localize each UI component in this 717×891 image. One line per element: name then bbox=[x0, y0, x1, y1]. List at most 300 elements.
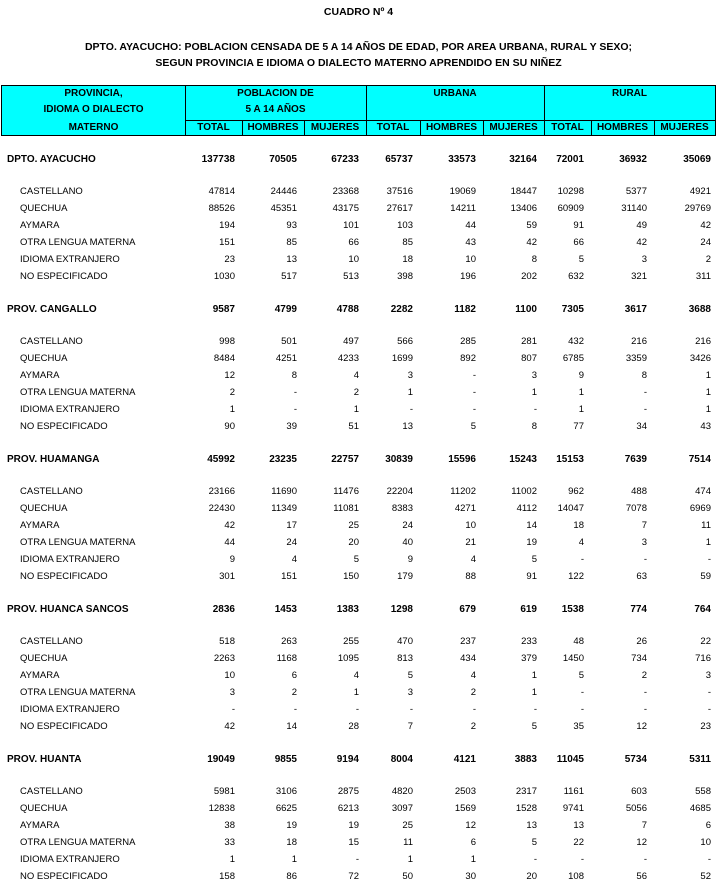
table-cell: - bbox=[355, 854, 359, 865]
group-row bbox=[0, 604, 717, 620]
table-cell: 36932 bbox=[619, 154, 647, 165]
table-cell: 23 bbox=[700, 721, 711, 732]
table-cell: 4233 bbox=[337, 353, 359, 364]
table-cell: 3359 bbox=[625, 353, 647, 364]
table-cell: 43 bbox=[465, 237, 476, 248]
table-cell: 2 bbox=[470, 687, 476, 698]
table-cell: 44 bbox=[465, 220, 476, 231]
table-cell: 19 bbox=[526, 537, 537, 548]
row-label: PROV. HUANTA bbox=[7, 754, 82, 765]
row-label: OTRA LENGUA MATERNA bbox=[20, 387, 136, 398]
table-cell: 4820 bbox=[391, 786, 413, 797]
table-row bbox=[0, 854, 717, 870]
table-cell: 2282 bbox=[390, 304, 413, 315]
table-cell: 4271 bbox=[454, 503, 476, 514]
table-cell: 22757 bbox=[331, 454, 359, 465]
table-cell: 22204 bbox=[386, 486, 413, 497]
table-cell: 3 bbox=[641, 254, 647, 265]
table-cell: 679 bbox=[459, 604, 476, 615]
table-cell: 194 bbox=[219, 220, 235, 231]
table-cell: 11202 bbox=[450, 486, 476, 497]
table-cell: 7639 bbox=[624, 454, 647, 465]
table-cell: 10 bbox=[348, 254, 359, 265]
table-cell: 28 bbox=[348, 721, 359, 732]
table-row bbox=[0, 837, 717, 853]
table-title-line-2: SEGUN PROVINCIA E IDIOMA O DIALECTO MATERNO APRENDIDO EN SU NIÑEZ bbox=[155, 57, 562, 69]
table-cell: 488 bbox=[631, 486, 647, 497]
group-row bbox=[0, 754, 717, 770]
table-cell: 19069 bbox=[449, 186, 476, 197]
table-row bbox=[0, 704, 717, 720]
row-label: CASTELLANO bbox=[20, 486, 83, 497]
table-row bbox=[0, 653, 717, 669]
table-cell: 474 bbox=[695, 486, 711, 497]
table-cell: 19049 bbox=[207, 754, 235, 765]
table-cell: 72001 bbox=[556, 154, 584, 165]
table-row bbox=[0, 503, 717, 519]
table-cell: 497 bbox=[343, 336, 359, 347]
table-cell: 2503 bbox=[454, 786, 476, 797]
group-row bbox=[0, 154, 717, 170]
table-row bbox=[0, 421, 717, 437]
table-cell: 18 bbox=[286, 837, 297, 848]
table-cell: 44 bbox=[224, 537, 235, 548]
table-cell: 158 bbox=[219, 871, 235, 882]
table-cell: 1 bbox=[531, 670, 537, 681]
table-row bbox=[0, 520, 717, 536]
table-cell: 1383 bbox=[336, 604, 359, 615]
table-title-line-1: DPTO. AYACUCHO: POBLACION CENSADA DE 5 A 14 AÑOS DE EDAD, POR AREA URBANA, RURAL Y SEXO; bbox=[84, 41, 633, 53]
header-sub-mujeres: MUJERES bbox=[660, 122, 709, 133]
table-cell: 10 bbox=[224, 670, 235, 681]
table-cell: 2836 bbox=[212, 604, 235, 615]
table-cell: 255 bbox=[343, 636, 359, 647]
row-label: CASTELLANO bbox=[20, 636, 83, 647]
table-cell: 45351 bbox=[270, 203, 297, 214]
row-label: NO ESPECIFICADO bbox=[20, 571, 108, 582]
table-cell: 137738 bbox=[201, 154, 235, 165]
table-cell: 25 bbox=[348, 520, 359, 531]
table-cell: 31140 bbox=[621, 203, 647, 214]
table-cell: 3097 bbox=[391, 803, 413, 814]
table-cell: 4788 bbox=[336, 304, 359, 315]
table-cell: 10298 bbox=[557, 186, 584, 197]
table-cell: 216 bbox=[631, 336, 647, 347]
table-cell: 8484 bbox=[213, 353, 235, 364]
table-cell: 566 bbox=[397, 336, 413, 347]
header-sub-total: TOTAL bbox=[551, 122, 584, 133]
table-cell: - bbox=[533, 854, 537, 865]
table-cell: 1538 bbox=[561, 604, 584, 615]
table-cell: 7 bbox=[641, 520, 647, 531]
table-cell: 63 bbox=[636, 571, 647, 582]
table-cell: - bbox=[580, 554, 584, 565]
table-cell: 50 bbox=[402, 871, 413, 882]
table-cell: 1450 bbox=[562, 653, 584, 664]
table-cell: 3 bbox=[531, 370, 537, 381]
table-cell: 2 bbox=[705, 254, 711, 265]
table-cell: 1 bbox=[229, 854, 235, 865]
table-cell: 11 bbox=[403, 837, 413, 848]
table-cell: 23368 bbox=[332, 186, 359, 197]
table-row bbox=[0, 387, 717, 403]
group-row bbox=[0, 304, 717, 320]
table-cell: - bbox=[293, 387, 297, 398]
table-cell: 24 bbox=[286, 537, 297, 548]
table-cell: 66 bbox=[573, 237, 584, 248]
table-cell: 49 bbox=[636, 220, 647, 231]
table-cell: - bbox=[472, 404, 476, 415]
table-cell: 6 bbox=[291, 670, 297, 681]
table-cell: 23235 bbox=[269, 454, 297, 465]
table-cell: 34 bbox=[636, 421, 647, 432]
table-cell: 25 bbox=[402, 820, 413, 831]
table-cell: 5 bbox=[578, 254, 584, 265]
table-cell: 7305 bbox=[561, 304, 584, 315]
table-cell: 14 bbox=[526, 520, 537, 531]
table-cell: 4 bbox=[291, 554, 297, 565]
table-cell: 9 bbox=[578, 370, 584, 381]
table-cell: - bbox=[707, 687, 711, 698]
table-cell: 892 bbox=[460, 353, 476, 364]
table-cell: 12 bbox=[636, 721, 647, 732]
table-cell: 1 bbox=[470, 854, 476, 865]
row-label: PROV. HUAMANGA bbox=[7, 454, 100, 465]
row-label: AYMARA bbox=[20, 370, 60, 381]
table-cell: 1030 bbox=[213, 271, 235, 282]
table-cell: 27617 bbox=[386, 203, 413, 214]
table-cell: 3617 bbox=[624, 304, 647, 315]
table-cell: - bbox=[472, 704, 476, 715]
table-cell: 101 bbox=[343, 220, 359, 231]
header-sub-mujeres: MUJERES bbox=[489, 122, 538, 133]
table-cell: 42 bbox=[224, 721, 235, 732]
table-cell: 321 bbox=[631, 271, 647, 282]
table-cell: 4 bbox=[470, 554, 476, 565]
table-cell: 3 bbox=[229, 687, 235, 698]
header-group-total-line-2: 5 A 14 AÑOS bbox=[245, 104, 306, 115]
table-cell: 56 bbox=[636, 871, 647, 882]
row-label: DPTO. AYACUCHO bbox=[7, 154, 96, 165]
table-cell: 3 bbox=[407, 370, 413, 381]
table-cell: 1569 bbox=[454, 803, 476, 814]
table-cell: 3106 bbox=[275, 786, 297, 797]
table-cell: 20 bbox=[526, 871, 537, 882]
row-label: PROV. CANGALLO bbox=[7, 304, 97, 315]
table-cell: 1095 bbox=[337, 653, 359, 664]
row-label: NO ESPECIFICADO bbox=[20, 871, 108, 882]
table-cell: 86 bbox=[286, 871, 297, 882]
table-cell: 91 bbox=[573, 220, 584, 231]
table-cell: - bbox=[643, 387, 647, 398]
table-cell: 5 bbox=[578, 670, 584, 681]
table-cell: 1161 bbox=[563, 786, 584, 797]
table-cell: 2 bbox=[229, 387, 235, 398]
table-cell: 5734 bbox=[624, 754, 647, 765]
table-cell: 14 bbox=[286, 721, 297, 732]
header-group-total-line-1: POBLACION DE bbox=[237, 88, 314, 99]
table-cell: 42 bbox=[224, 520, 235, 531]
table-cell: 434 bbox=[460, 653, 476, 664]
table-cell: 202 bbox=[521, 271, 537, 282]
table-cell: 5 bbox=[470, 421, 476, 432]
table-row bbox=[0, 803, 717, 819]
table-cell: - bbox=[643, 554, 647, 565]
table-cell: 470 bbox=[397, 636, 413, 647]
table-cell: 13 bbox=[526, 820, 537, 831]
table-cell: 4 bbox=[578, 537, 584, 548]
table-cell: 85 bbox=[402, 237, 413, 248]
table-cell: 43175 bbox=[332, 203, 359, 214]
table-cell: 1 bbox=[705, 387, 711, 398]
table-row bbox=[0, 353, 717, 369]
table-cell: 13 bbox=[402, 421, 413, 432]
table-row bbox=[0, 721, 717, 737]
table-cell: 32164 bbox=[509, 154, 537, 165]
table-cell: 48 bbox=[573, 636, 584, 647]
header-sub-hombres: HOMBRES bbox=[596, 122, 649, 133]
header-label-line-3: MATERNO bbox=[68, 122, 119, 133]
table-cell: 5311 bbox=[689, 754, 711, 765]
table-cell: 12 bbox=[224, 370, 235, 381]
table-row bbox=[0, 871, 717, 887]
table-cell: 8004 bbox=[390, 754, 413, 765]
table-row bbox=[0, 670, 717, 686]
table-cell: 22 bbox=[573, 837, 584, 848]
table-cell: 91 bbox=[526, 571, 537, 582]
cuadro-number: CUADRO Nº 4 bbox=[323, 6, 394, 18]
table-cell: 12838 bbox=[208, 803, 235, 814]
table-cell: 65737 bbox=[385, 154, 413, 165]
table-cell: 24446 bbox=[270, 186, 297, 197]
header-label-line-2: IDIOMA O DIALECTO bbox=[43, 104, 144, 115]
table-cell: 77 bbox=[573, 421, 584, 432]
table-cell: 24 bbox=[402, 520, 413, 531]
row-label: QUECHUA bbox=[20, 203, 68, 214]
table-cell: 1 bbox=[291, 854, 297, 865]
table-cell: 1 bbox=[705, 537, 711, 548]
table-cell: 237 bbox=[460, 636, 476, 647]
table-cell: 11045 bbox=[556, 754, 584, 765]
table-cell: - bbox=[472, 370, 476, 381]
table-cell: 8383 bbox=[391, 503, 413, 514]
table-cell: 6 bbox=[470, 837, 476, 848]
table-cell: 67233 bbox=[331, 154, 359, 165]
table-row bbox=[0, 486, 717, 502]
row-label: PROV. HUANCA SANCOS bbox=[7, 604, 129, 615]
table-cell: 3688 bbox=[688, 304, 711, 315]
table-row bbox=[0, 186, 717, 202]
table-cell: 4 bbox=[470, 670, 476, 681]
table-cell: 1 bbox=[578, 387, 584, 398]
table-cell: 108 bbox=[568, 871, 584, 882]
table-cell: 3426 bbox=[689, 353, 711, 364]
table-cell: 21 bbox=[465, 537, 476, 548]
table-cell: 301 bbox=[219, 571, 235, 582]
table-cell: 15596 bbox=[448, 454, 476, 465]
table-cell: 3883 bbox=[514, 754, 537, 765]
row-label: IDIOMA EXTRANJERO bbox=[20, 254, 120, 265]
table-cell: - bbox=[580, 687, 584, 698]
table-cell: 2875 bbox=[337, 786, 359, 797]
table-cell: 603 bbox=[631, 786, 647, 797]
header-sub-total: TOTAL bbox=[197, 122, 230, 133]
table-cell: - bbox=[707, 554, 711, 565]
table-cell: - bbox=[643, 854, 647, 865]
table-row bbox=[0, 820, 717, 836]
table-cell: 5 bbox=[353, 554, 359, 565]
table-row bbox=[0, 571, 717, 587]
table-cell: - bbox=[707, 854, 711, 865]
table-cell: - bbox=[643, 687, 647, 698]
table-cell: 11002 bbox=[511, 486, 537, 497]
table-cell: 6785 bbox=[562, 353, 584, 364]
header-sub-hombres: HOMBRES bbox=[247, 122, 299, 133]
table-cell: 19 bbox=[286, 820, 297, 831]
table-cell: 3 bbox=[641, 537, 647, 548]
table-cell: - bbox=[707, 704, 711, 715]
table-cell: 196 bbox=[460, 271, 476, 282]
table-cell: 23166 bbox=[208, 486, 235, 497]
row-label: IDIOMA EXTRANJERO bbox=[20, 554, 120, 565]
table-cell: 15153 bbox=[556, 454, 584, 465]
table-cell: 9587 bbox=[212, 304, 235, 315]
table-cell: 3 bbox=[705, 670, 711, 681]
table-cell: 10 bbox=[465, 254, 476, 265]
table-cell: 43 bbox=[700, 421, 711, 432]
table-cell: 4685 bbox=[689, 803, 711, 814]
table-cell: 2 bbox=[291, 687, 297, 698]
table-cell: 66 bbox=[348, 237, 359, 248]
table-cell: 1100 bbox=[515, 304, 537, 315]
table-cell: 2 bbox=[641, 670, 647, 681]
header-group-urbana: URBANA bbox=[433, 88, 477, 99]
table-cell: - bbox=[409, 704, 413, 715]
table-cell: 22 bbox=[700, 636, 711, 647]
table-cell: 1 bbox=[705, 370, 711, 381]
table-cell: 518 bbox=[219, 636, 235, 647]
table-cell: 35 bbox=[573, 721, 584, 732]
table-cell: 998 bbox=[219, 336, 235, 347]
table-cell: - bbox=[533, 704, 537, 715]
row-label: OTRA LENGUA MATERNA bbox=[20, 687, 136, 698]
table-cell: 11 bbox=[701, 520, 711, 531]
header-sub-total: TOTAL bbox=[376, 122, 410, 133]
table-cell: 1 bbox=[407, 387, 413, 398]
table-cell: - bbox=[231, 704, 235, 715]
table-cell: 311 bbox=[695, 271, 711, 282]
table-cell: 13 bbox=[286, 254, 297, 265]
row-label: QUECHUA bbox=[20, 503, 68, 514]
table-cell: 29769 bbox=[684, 203, 711, 214]
table-row bbox=[0, 203, 717, 219]
table-cell: 39 bbox=[286, 421, 297, 432]
table-cell: 42 bbox=[700, 220, 711, 231]
table-cell: 2 bbox=[353, 387, 359, 398]
table-cell: 9741 bbox=[562, 803, 584, 814]
row-label: CASTELLANO bbox=[20, 786, 83, 797]
table-cell: 2317 bbox=[515, 786, 537, 797]
table-cell: 17 bbox=[286, 520, 297, 531]
table-cell: 1699 bbox=[391, 353, 413, 364]
row-label: IDIOMA EXTRANJERO bbox=[20, 404, 120, 415]
table-cell: 1 bbox=[531, 387, 537, 398]
table-cell: 26 bbox=[636, 636, 647, 647]
table-cell: 5 bbox=[531, 837, 537, 848]
table-cell: 233 bbox=[521, 636, 537, 647]
table-cell: - bbox=[409, 404, 413, 415]
table-cell: 5377 bbox=[625, 186, 647, 197]
row-label: AYMARA bbox=[20, 670, 60, 681]
table-cell: 93 bbox=[286, 220, 297, 231]
table-cell: 37516 bbox=[386, 186, 413, 197]
table-cell: 962 bbox=[568, 486, 584, 497]
table-cell: 30 bbox=[465, 871, 476, 882]
table-cell: 1 bbox=[578, 404, 584, 415]
table-cell: 4 bbox=[353, 370, 359, 381]
table-row bbox=[0, 237, 717, 253]
table-cell: 5 bbox=[531, 721, 537, 732]
table-cell: 4799 bbox=[274, 304, 297, 315]
table-cell: 6 bbox=[705, 820, 711, 831]
table-cell: 51 bbox=[348, 421, 359, 432]
row-label: CASTELLANO bbox=[20, 336, 83, 347]
table-row bbox=[0, 786, 717, 802]
table-cell: 23 bbox=[224, 254, 235, 265]
row-label: QUECHUA bbox=[20, 653, 68, 664]
table-cell: 216 bbox=[695, 336, 711, 347]
table-cell: 11081 bbox=[333, 503, 359, 514]
header-group-rural: RURAL bbox=[612, 88, 647, 99]
table-cell: 12 bbox=[465, 820, 476, 831]
table-cell: 18 bbox=[402, 254, 413, 265]
table-cell: 8 bbox=[531, 421, 537, 432]
table-cell: 7514 bbox=[688, 454, 711, 465]
row-label: AYMARA bbox=[20, 220, 60, 231]
table-cell: 9194 bbox=[336, 754, 359, 765]
table-row bbox=[0, 404, 717, 420]
table-cell: 1 bbox=[705, 404, 711, 415]
table-cell: 558 bbox=[695, 786, 711, 797]
table-cell: 7 bbox=[407, 721, 413, 732]
table-cell: 33 bbox=[224, 837, 235, 848]
table-cell: 9 bbox=[229, 554, 235, 565]
table-cell: 40 bbox=[402, 537, 413, 548]
table-cell: 151 bbox=[219, 237, 235, 248]
header-sub-mujeres: MUJERES bbox=[310, 122, 360, 133]
table-cell: 9 bbox=[407, 554, 413, 565]
table-cell: 4112 bbox=[516, 503, 537, 514]
table-cell: 85 bbox=[286, 237, 297, 248]
table-cell: 18447 bbox=[510, 186, 537, 197]
table-cell: 1168 bbox=[276, 653, 297, 664]
table-row bbox=[0, 271, 717, 287]
table-cell: 1 bbox=[353, 404, 359, 415]
table-cell: 6625 bbox=[275, 803, 297, 814]
table-cell: 15 bbox=[348, 837, 359, 848]
table-cell: 179 bbox=[397, 571, 413, 582]
table-cell: 1 bbox=[407, 854, 413, 865]
table-cell: 11476 bbox=[333, 486, 359, 497]
table-cell: - bbox=[472, 387, 476, 398]
table-cell: 33573 bbox=[448, 154, 476, 165]
table-cell: 619 bbox=[520, 604, 537, 615]
row-label: AYMARA bbox=[20, 520, 60, 531]
table-cell: 7 bbox=[641, 820, 647, 831]
table-cell: 432 bbox=[568, 336, 584, 347]
table-cell: 263 bbox=[281, 636, 297, 647]
table-cell: 1182 bbox=[454, 304, 476, 315]
